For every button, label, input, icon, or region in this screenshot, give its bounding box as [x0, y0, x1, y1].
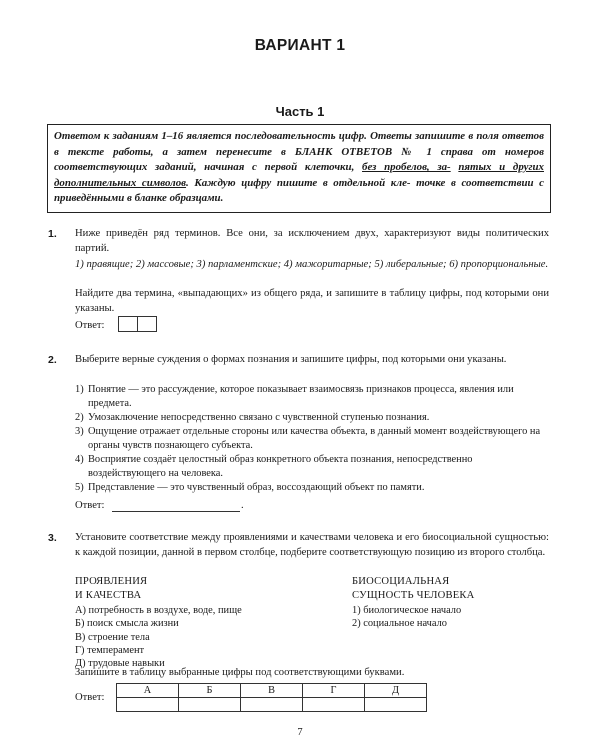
q2-option-5: 5) Представление — это чувственный образ, воссоздающий объект по памяти. — [75, 482, 425, 493]
table-header-b: Б — [179, 684, 241, 698]
list-item: 2) социальное начало — [352, 618, 447, 630]
answer-cell[interactable] — [137, 316, 157, 332]
instruction-line-3u: без пробелов, за- — [362, 161, 451, 174]
list-item: Д) трудовые навыки — [75, 658, 165, 670]
q3-text: Установите соответствие между проявлениями и качествами человека и его биосоциальной сущностью: к каждой позиции, данной в первом столбце, подберите соответствующую позицию из второго столбца. — [75, 532, 549, 558]
table-header-g: Г — [303, 684, 365, 698]
part-title: Часть 1 — [275, 104, 325, 119]
q2-option-3: 3) Ощущение отражает отдельные стороны или качества объекта, в данный момент воздействующего на органы чувств познающего субъекта. — [75, 426, 541, 451]
instruction-line-4u: пятых и других дополнительных символов — [54, 161, 544, 189]
q3-left-column-title: ПРОЯВЛЕНИЯ И КАЧЕСТВА — [75, 576, 148, 601]
list-item: В) строение тела — [75, 631, 150, 643]
q1-terms: 1) правящие; 2) массовые; 3) парламентские; 4) мажоритарные; 5) либеральные; 6) пропорциональные. — [75, 259, 549, 270]
answer-cell[interactable] — [179, 698, 241, 712]
answer-cell[interactable] — [118, 316, 138, 332]
answer-cell[interactable] — [365, 698, 427, 712]
q3-left-list — [75, 604, 242, 670]
answer-cell[interactable] — [303, 698, 365, 712]
table-header-d: Д — [365, 684, 427, 698]
table-header-v: В — [241, 684, 303, 698]
q1-task: Найдите два термина, «выпадающих» из общего ряда, и запишите в таблицу цифры, под которыми они указаны. — [75, 288, 549, 314]
q2-answer-dot: . — [241, 500, 244, 511]
list-item: Б) поиск смысла жизни — [75, 618, 179, 630]
q3-right-list — [352, 604, 461, 631]
q1-number: 1. — [48, 228, 57, 240]
q1-answer-boxes[interactable] — [118, 316, 156, 332]
page-number: 7 — [297, 727, 303, 738]
q3-answer-table — [116, 683, 427, 712]
q1-text: Ниже приведён ряд терминов. Все они, за исключением двух, характеризуют виды политических партий. — [75, 228, 549, 254]
table-header-a: А — [117, 684, 179, 698]
answer-cell[interactable] — [117, 698, 179, 712]
q3-number: 3. — [48, 532, 57, 544]
instruction-line-3a: от номеров соответствующих заданий, начиная с первой клеточки, — [54, 145, 544, 174]
instruction-line-4b: . Каждую цифру пишите в отдельной кле- — [186, 176, 411, 189]
list-item: 1) биологическое начало — [352, 605, 462, 616]
q1-answer-label: Ответ: — [75, 320, 105, 331]
q2-answer-label: Ответ: — [75, 500, 105, 511]
instruction-box — [47, 124, 551, 213]
q3-answer-label: Ответ: — [75, 692, 105, 703]
q3-table-instruction: Запишите в таблицу выбранные цифры под соответствующими буквами. — [75, 667, 405, 678]
q2-option-2: 2) Умозаключение непосредственно связано с чувственной ступенью познания. — [75, 412, 430, 423]
variant-title: ВАРИАНТ 1 — [254, 37, 346, 54]
list-item: А) потребность в воздухе, воде, пище — [75, 605, 242, 616]
q3-right-column-title: БИОСОЦИАЛЬНАЯ СУЩНОСТЬ ЧЕЛОВЕКА — [352, 576, 475, 601]
answer-cell[interactable] — [241, 698, 303, 712]
list-item: Г) темперамент — [75, 644, 145, 656]
instruction-line-2: поля ответов в тексте работы, а затем перенесите в БЛАНК ОТВЕТОВ № 1 справа — [54, 130, 544, 158]
instruction-line-5: точке в соответствии с приведёнными в бланке образцами. — [54, 176, 544, 205]
q2-answer-line[interactable] — [112, 511, 240, 512]
q2-number: 2. — [48, 354, 57, 366]
q2-option-1: 1) Понятие — это рассуждение, которое показывает взаимосвязь признаков процесса, явления или предмета. — [75, 384, 514, 409]
q2-text: Выберите верные суждения о формах познания и запишите цифры, под которыми они указаны. — [75, 354, 507, 365]
q2-option-4: 4) Восприятие создаёт целостный образ конкретного объекта познания, непосредственно воздействующего на человека. — [75, 454, 473, 479]
instruction-line-1: Ответом к заданиям 1–16 является последовательность цифр. Ответы запишите в — [54, 130, 474, 142]
